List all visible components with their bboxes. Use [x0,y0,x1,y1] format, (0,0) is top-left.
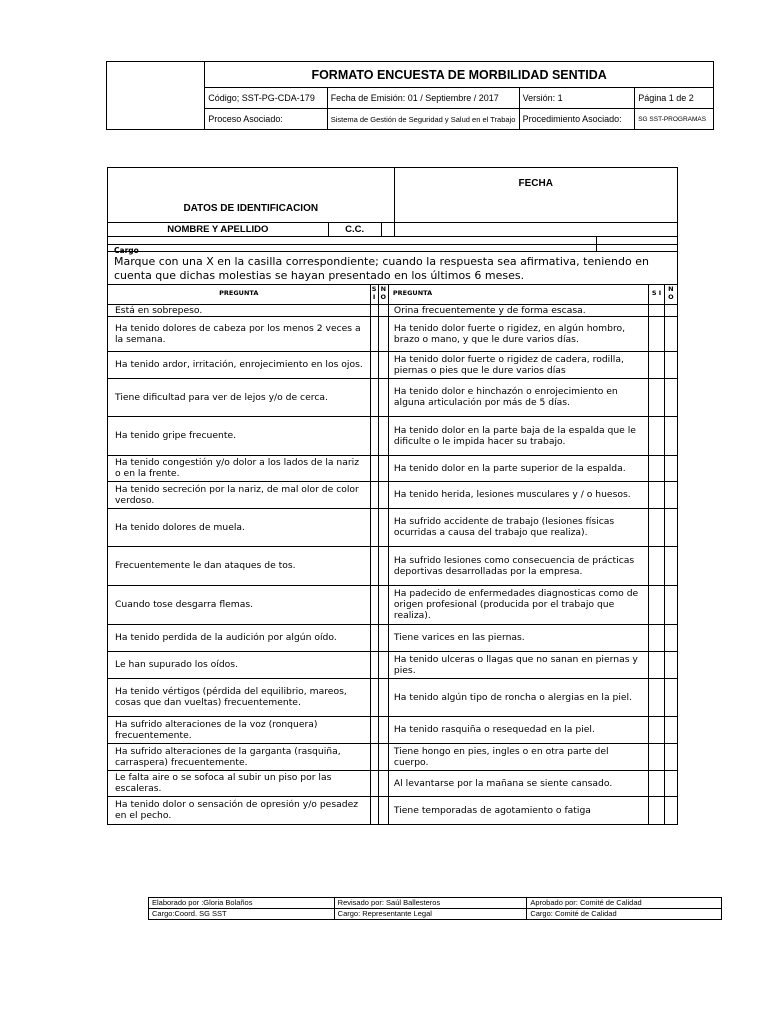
question-row [108,378,678,416]
question-right: Ha tenido algún tipo de roncha o alergias en la piel. [388,678,648,716]
no-checkbox-left[interactable] [378,678,388,716]
si-checkbox-right[interactable] [649,508,664,546]
si-checkbox-right[interactable] [649,416,664,455]
no-checkbox-left[interactable] [378,316,388,351]
si-checkbox-left[interactable] [370,585,378,624]
si-checkbox-left[interactable] [370,481,378,508]
si-checkbox-right[interactable] [649,455,664,481]
question-right: Ha tenido dolor fuerte o rigidez de cadera, rodilla, piernas o pies que le dure varios días [388,351,648,378]
si-checkbox-right[interactable] [649,624,664,651]
question-row [108,585,678,624]
question-right: Ha tenido ulceras o llagas que no sanan en piernas y pies. [388,651,648,678]
survey-table [107,244,678,825]
instruction-cell [108,245,678,285]
approval-footer [148,897,722,920]
question-right: Ha tenido rasquiña o resequedad en la piel. [388,716,648,743]
question-left: Le falta aire o se sofoca al subir un piso por las escaleras. [108,770,371,796]
fecha-field[interactable] [394,223,677,237]
question-right: Ha padecido de enfermedades diagnosticas como de origen profesional (producida por el trabajo que realiza). [388,585,648,624]
si-checkbox-right[interactable] [649,651,664,678]
question-left: Está en sobrepeso. [108,304,371,316]
no-checkbox-right[interactable] [664,743,677,770]
question-left: Ha sufrido alteraciones de la voz (ronquera) frecuentemente. [108,716,371,743]
si-checkbox-left[interactable] [370,455,378,481]
question-left: Ha tenido ardor, irritación, enrojecimiento en los ojos. [108,351,371,378]
no-checkbox-left[interactable] [378,651,388,678]
no-checkbox-right[interactable] [664,651,677,678]
si-checkbox-right[interactable] [649,678,664,716]
question-right: Tiene temporadas de agotamiento o fatiga [388,796,648,824]
si-checkbox-left[interactable] [370,546,378,585]
cargo-elaborado: Cargo:Coord. SG SST [149,909,335,920]
question-row [108,481,678,508]
question-left: Tiene dificultad para ver de lejos y/o de cerca. [108,378,371,416]
no-checkbox-left[interactable] [378,546,388,585]
pagina: Página 1 de 2 [635,88,714,109]
col-pregunta-right: PREGUNTA [388,284,648,304]
question-row [108,770,678,796]
question-right: Ha tenido herida, lesiones musculares y / o huesos. [388,481,648,508]
question-row [108,316,678,351]
question-right: Tiene hongo en pies, ingles o en otra parte del cuerpo. [388,743,648,770]
question-left: Ha tenido congestión y/o dolor a los lados de la nariz o en la frente. [108,455,371,481]
si-checkbox-left[interactable] [370,678,378,716]
cc-field[interactable] [381,223,394,237]
question-left: Ha tenido gripe frecuente. [108,416,371,455]
si-checkbox-left[interactable] [370,716,378,743]
si-checkbox-right[interactable] [649,716,664,743]
si-checkbox-left[interactable] [370,624,378,651]
no-checkbox-left[interactable] [378,770,388,796]
si-checkbox-right[interactable] [649,316,664,351]
question-left: Ha tenido dolores de cabeza por los menos 2 veces a la semana. [108,316,371,351]
no-checkbox-right[interactable] [664,716,677,743]
no-checkbox-right[interactable] [664,796,677,824]
fecha-emision: Fecha de Emisión: 01 / Septiembre / 2017 [327,88,519,109]
si-checkbox-left[interactable] [370,796,378,824]
question-right: Orina frecuentemente y de forma escasa. [388,304,648,316]
no-checkbox-right[interactable] [664,304,677,316]
question-left: Le han supurado los oídos. [108,651,371,678]
question-left: Ha tenido vértigos (pérdida del equilibrio, mareos, cosas que dan vueltas) frecuentemente. [108,678,371,716]
elaborado: Elaborado por :Gloria Bolaños [149,898,335,909]
codigo: Código; SST-PG-CDA-179 [205,88,327,109]
question-row [108,416,678,455]
si-checkbox-right[interactable] [649,481,664,508]
question-right: Tiene varices en las piernas. [388,624,648,651]
document-header [106,61,714,130]
si-checkbox-right[interactable] [649,546,664,585]
question-right: Al levantarse por la mañana se siente cansado. [388,770,648,796]
col-pregunta-left: PREGUNTA [108,284,371,304]
proceso-label: Proceso Asociado: [205,109,327,130]
no-checkbox-left[interactable] [378,585,388,624]
form-title: FORMATO ENCUESTA DE MORBILIDAD SENTIDA [205,62,714,88]
cc-label: C.C. [328,223,381,237]
question-row [108,651,678,678]
question-right: Ha tenido dolor e hinchazón o enrojecimiento en alguna articulación por más de 5 días. [388,378,648,416]
no-checkbox-right[interactable] [664,455,677,481]
version: Versión: 1 [519,88,635,109]
si-checkbox-right[interactable] [649,770,664,796]
question-row [108,304,678,316]
logo-placeholder [107,62,205,130]
fecha-title: FECHA [394,168,677,223]
col-no-right: N O [664,284,677,304]
question-right: Ha sufrido lesiones como consecuencia de prácticas deportivas desarrolladas por la empresa. [388,546,648,585]
cargo-revisado: Cargo: Representante Legal [334,909,527,920]
question-right: Ha tenido dolor en la parte baja de la espalda que le dificulte o le impida hacer su trabajo. [388,416,648,455]
no-checkbox-right[interactable] [664,316,677,351]
no-checkbox-right[interactable] [664,624,677,651]
no-checkbox-right[interactable] [664,416,677,455]
no-checkbox-left[interactable] [378,455,388,481]
revisado: Revisado por: Saúl Ballesteros [334,898,527,909]
no-checkbox-right[interactable] [664,770,677,796]
question-row [108,508,678,546]
no-checkbox-right[interactable] [664,378,677,416]
no-checkbox-left[interactable] [378,796,388,824]
si-checkbox-left[interactable] [370,416,378,455]
question-left: Ha tenido perdida de la audición por algún oído. [108,624,371,651]
question-left: Cuando tose desgarra flemas. [108,585,371,624]
question-row [108,546,678,585]
procedimiento-value: SG SST-PROGRAMAS [635,109,714,130]
question-row [108,455,678,481]
question-row [108,624,678,651]
no-checkbox-left[interactable] [378,304,388,316]
si-checkbox-left[interactable] [370,304,378,316]
question-left: Ha tenido dolor o sensación de opresión y/o pesadez en el pecho. [108,796,371,824]
si-checkbox-right[interactable] [649,351,664,378]
no-checkbox-left[interactable] [378,508,388,546]
no-checkbox-left[interactable] [378,481,388,508]
question-row [108,351,678,378]
no-checkbox-left[interactable] [378,624,388,651]
question-left: Frecuentemente le dan ataques de tos. [108,546,371,585]
si-checkbox-left[interactable] [370,508,378,546]
no-checkbox-right[interactable] [664,481,677,508]
question-right: Ha tenido dolor fuerte o rigidez, en algún hombro, brazo o mano, y que le dure varios días. [388,316,648,351]
si-checkbox-left[interactable] [370,770,378,796]
identification-section [107,167,678,252]
procedimiento-label: Procedimiento Asociado: [519,109,635,130]
cargo-aprobado: Cargo: Comité de Calidad [527,909,722,920]
question-row [108,678,678,716]
no-checkbox-right[interactable] [664,351,677,378]
question-right: Ha tenido dolor en la parte superior de la espalda. [388,455,648,481]
si-checkbox-right[interactable] [649,585,664,624]
si-checkbox-left[interactable] [370,378,378,416]
no-checkbox-left[interactable] [378,351,388,378]
question-left: Ha tenido secreción por la nariz, de mal olor de color verdoso. [108,481,371,508]
question-left: Ha sufrido alteraciones de la garganta (rasquiña, carraspera) frecuentemente. [108,743,371,770]
proceso-value: Sistema de Gestión de Seguridad y Salud en el Trabajo [327,109,519,130]
question-row [108,716,678,743]
nombre-label: NOMBRE Y APELLIDO [108,223,329,237]
no-checkbox-left[interactable] [378,743,388,770]
question-right: Ha sufrido accidente de trabajo (lesiones físicas ocurridas a causa del trabajo que realiza). [388,508,648,546]
si-checkbox-right[interactable] [649,743,664,770]
no-checkbox-left[interactable] [378,378,388,416]
instruction-text: Marque con una X en la casilla correspondiente; cuando la respuesta sea afirmativa, teniendo en cuenta que dichas molestias se hayan presentado en los últimos 6 meses. [114,255,649,282]
no-checkbox-right[interactable] [664,508,677,546]
si-checkbox-left[interactable] [370,316,378,351]
datos-identificacion-title: DATOS DE IDENTIFICACION [108,168,395,223]
si-checkbox-left[interactable] [370,351,378,378]
question-row [108,743,678,770]
question-left: Ha tenido dolores de muela. [108,508,371,546]
col-si-left: S I [370,284,378,304]
no-checkbox-right[interactable] [664,678,677,716]
no-checkbox-right[interactable] [664,585,677,624]
question-row [108,796,678,824]
no-checkbox-left[interactable] [378,416,388,455]
si-checkbox-left[interactable] [370,651,378,678]
cargo-label: Cargo [114,246,139,255]
aprobado: Aprobado por: Comité de Calidad [527,898,722,909]
si-checkbox-right[interactable] [649,378,664,416]
no-checkbox-left[interactable] [378,716,388,743]
col-no-left: N O [378,284,388,304]
si-checkbox-left[interactable] [370,743,378,770]
si-checkbox-right[interactable] [649,304,664,316]
no-checkbox-right[interactable] [664,546,677,585]
col-si-right: S I [649,284,664,304]
si-checkbox-right[interactable] [649,796,664,824]
